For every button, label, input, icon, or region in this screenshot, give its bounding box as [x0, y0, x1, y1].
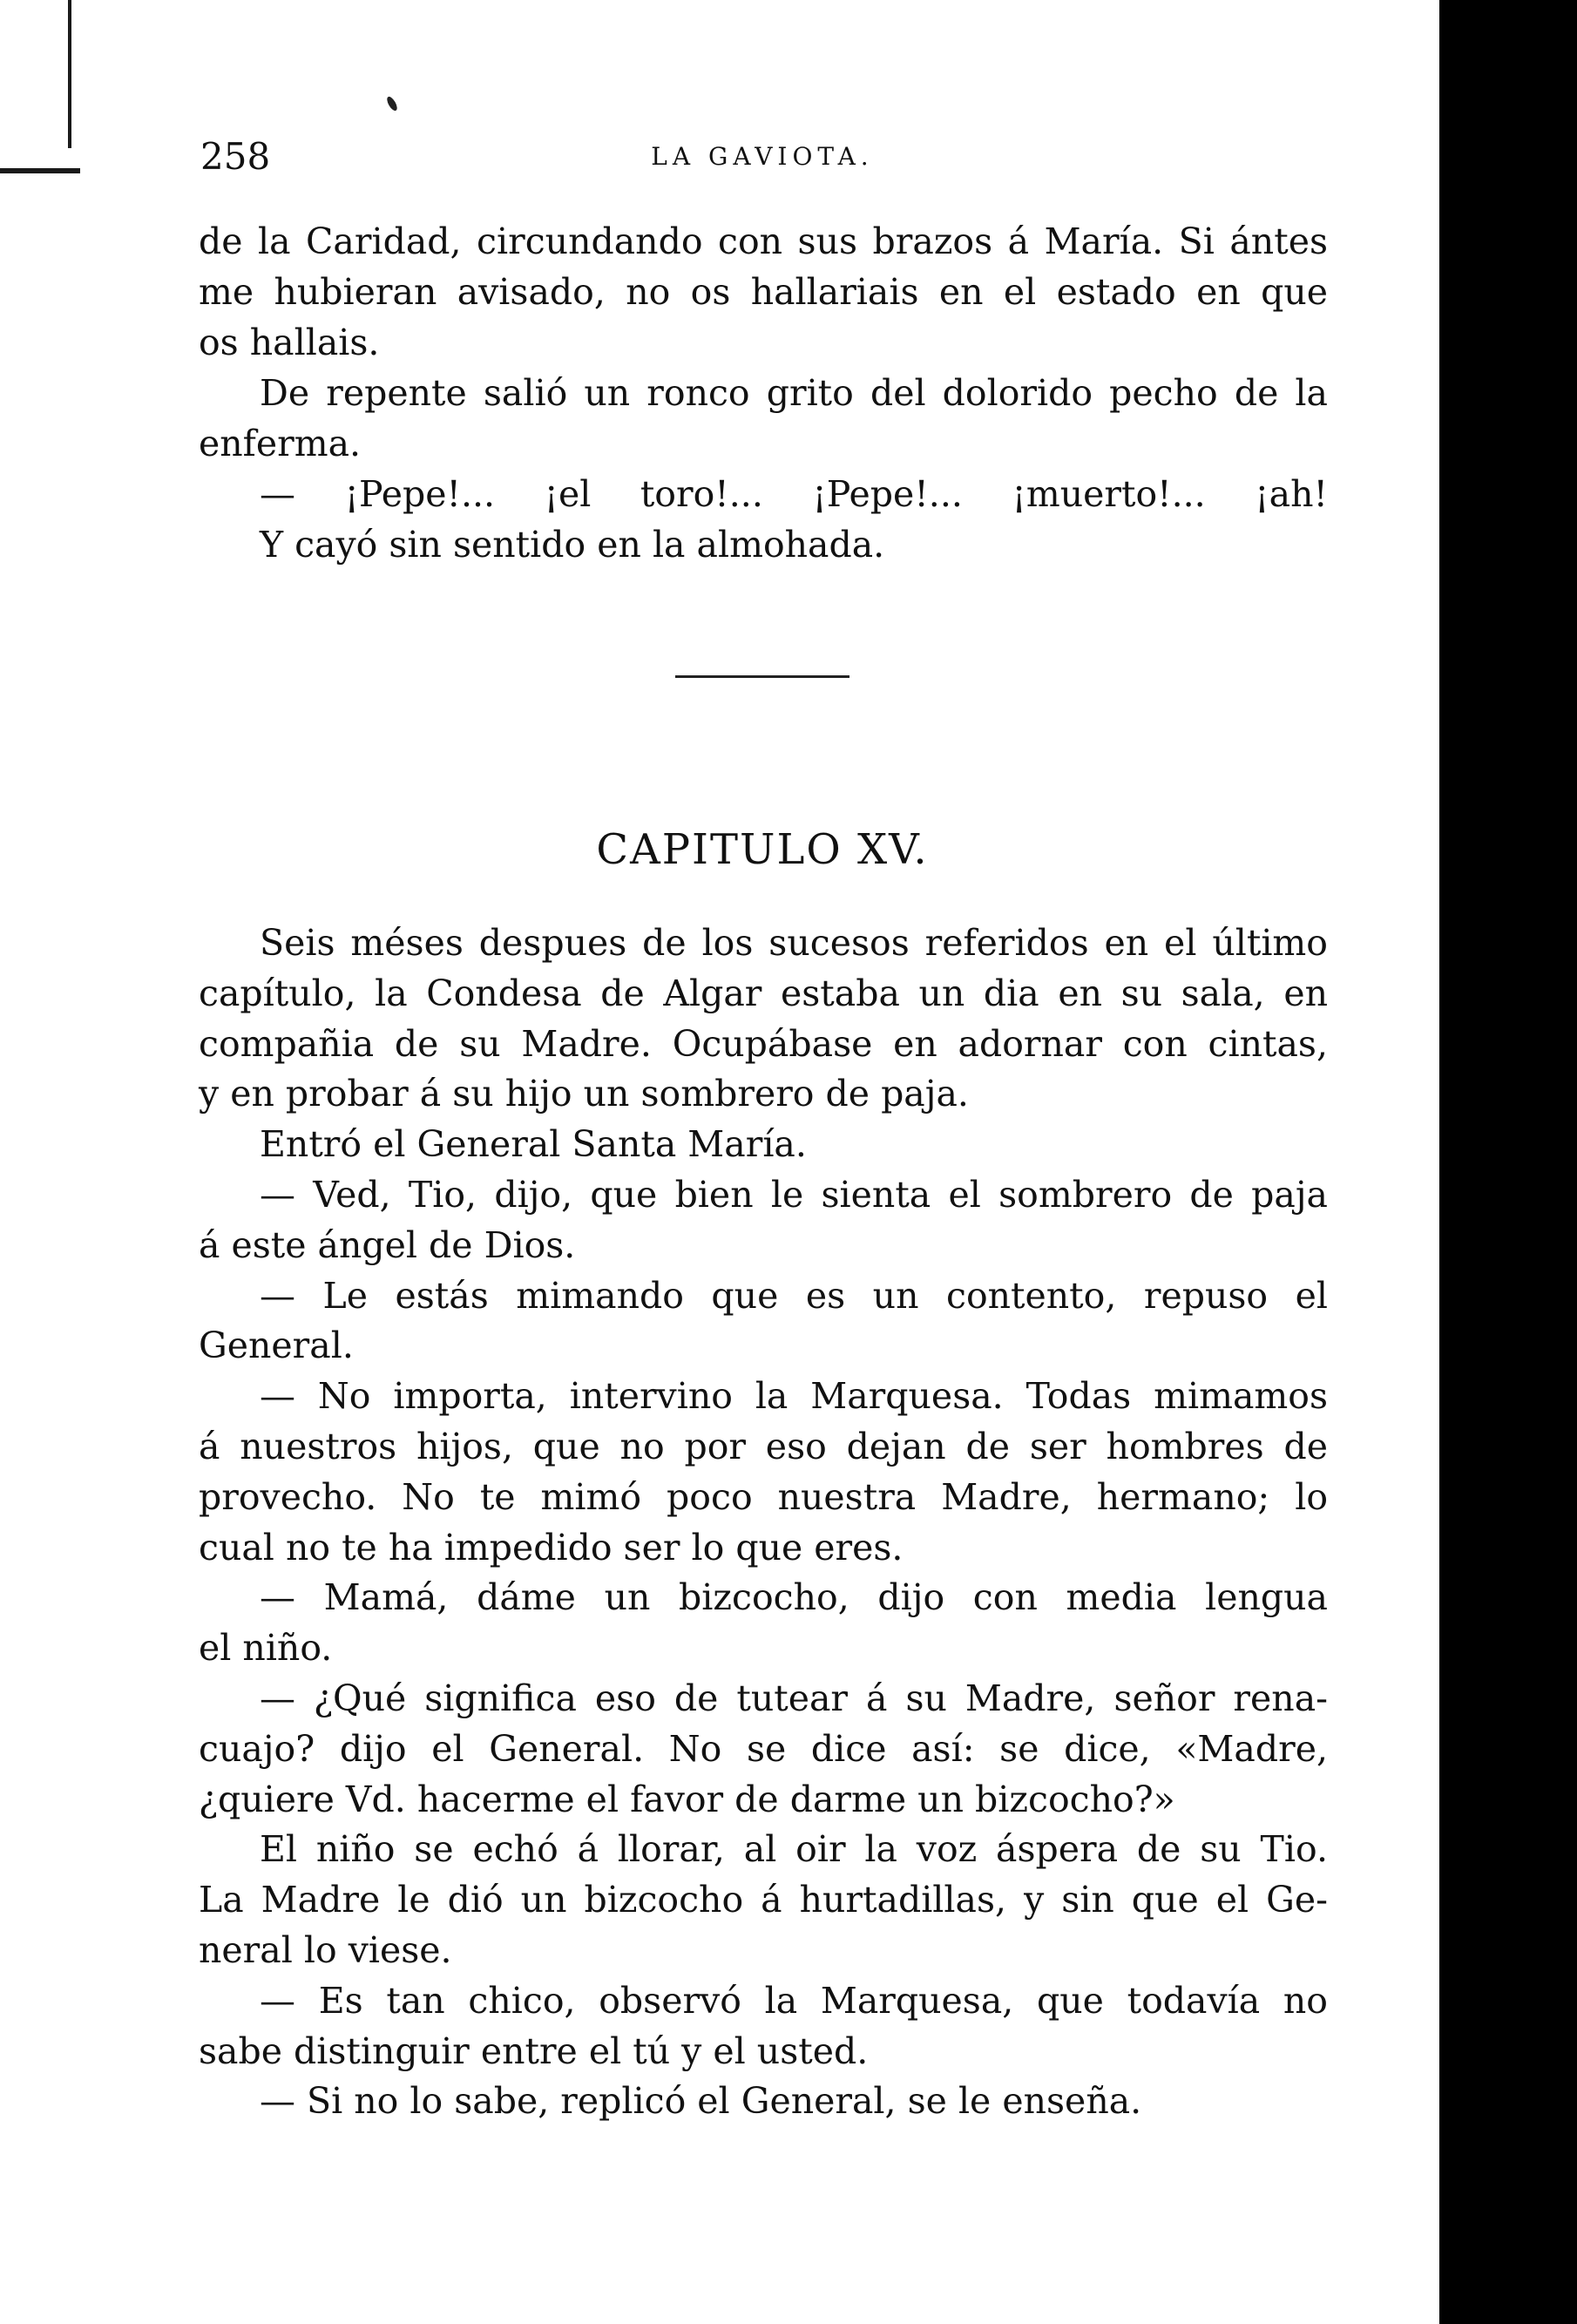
text-line: El niño se echó á llorar, al oir la voz áspera de su Tio.	[260, 1828, 1328, 1871]
text-line: Entró el General Santa María.	[260, 1123, 807, 1166]
running-title: LA GAVIOTA.	[651, 142, 874, 171]
top-section	[199, 216, 1328, 570]
text-line: ¿quiere Vd. hacerme el favor de darme un bizcocho?»	[199, 1778, 1175, 1820]
scan-edge-mark-foot	[0, 168, 80, 173]
page-header	[200, 131, 1324, 183]
text-line: y en probar á su hijo un sombrero de paja.	[199, 1073, 969, 1115]
text-line: compañia de su Madre. Ocupábase en adornar con cintas,	[199, 1022, 1328, 1065]
text-line: el niño.	[199, 1627, 333, 1670]
text-line: — Es tan chico, observó la Marquesa, que todavía no	[260, 1979, 1328, 2022]
text-line: enferma.	[199, 423, 362, 464]
scan-edge-mark	[68, 0, 71, 148]
text-line: — No importa, intervino la Marquesa. Todas mimamos	[260, 1375, 1328, 1418]
text-line: — ¡Pepe!... ¡el toro!... ¡Pepe!... ¡muerto!... ¡ah!	[260, 473, 1328, 515]
text-line: de la Caridad, circundando con sus brazos á María. Si ántes	[199, 220, 1328, 262]
text-line: capítulo, la Condesa de Algar estaba un dia en su sala, en	[199, 972, 1328, 1014]
text-line: os hallais.	[199, 322, 380, 363]
text-line: De repente salió un ronco grito del dolorido pecho de la	[260, 372, 1328, 414]
text-line: — Si no lo sabe, replicó el General, se le enseña.	[260, 2080, 1142, 2123]
scan-dark-edge	[1439, 0, 1577, 2324]
text-line: General.	[199, 1325, 354, 1367]
text-line: á nuestros hijos, que no por eso dejan de ser hombres de	[199, 1425, 1328, 1467]
page-number: 258	[200, 135, 271, 178]
text-line: — Ved, Tio, dijo, que bien le sienta el sombrero de paja	[260, 1173, 1328, 1216]
section-divider	[675, 675, 849, 678]
text-line: á este ángel de Dios.	[199, 1223, 576, 1266]
text-line: provecho. No te mimó poco nuestra Madre, hermano; lo	[199, 1475, 1328, 1518]
text-line: — Mamá, dáme un bizcocho, dijo con media lengua	[260, 1576, 1328, 1619]
chapter-body	[199, 918, 1328, 2127]
text-line: Seis méses despues de los sucesos referidos en el último	[260, 922, 1328, 964]
text-line: cual no te ha impedido ser lo que eres.	[199, 1526, 904, 1569]
text-line: — Le estás mimando que es un contento, repuso el	[260, 1274, 1328, 1317]
text-line: me hubieran avisado, no os hallariais en el estado en que	[199, 271, 1328, 313]
text-line: sabe distinguir entre el tú y el usted.	[199, 2029, 869, 2072]
text-line: — ¿Qué significa eso de tutear á su Madre, señor rena-	[260, 1677, 1328, 1719]
chapter-title: CAPITULO XV.	[596, 825, 929, 874]
text-line: Y cayó sin sentido en la almohada.	[260, 524, 885, 566]
text-line: La Madre le dió un bizcocho á hurtadillas, y sin que el Ge-	[199, 1879, 1328, 1921]
text-line: neral lo viese.	[199, 1928, 452, 1971]
text-line: cuajo? dijo el General. No se dice así: se dice, «Madre,	[199, 1727, 1328, 1770]
ink-speck	[385, 95, 399, 112]
